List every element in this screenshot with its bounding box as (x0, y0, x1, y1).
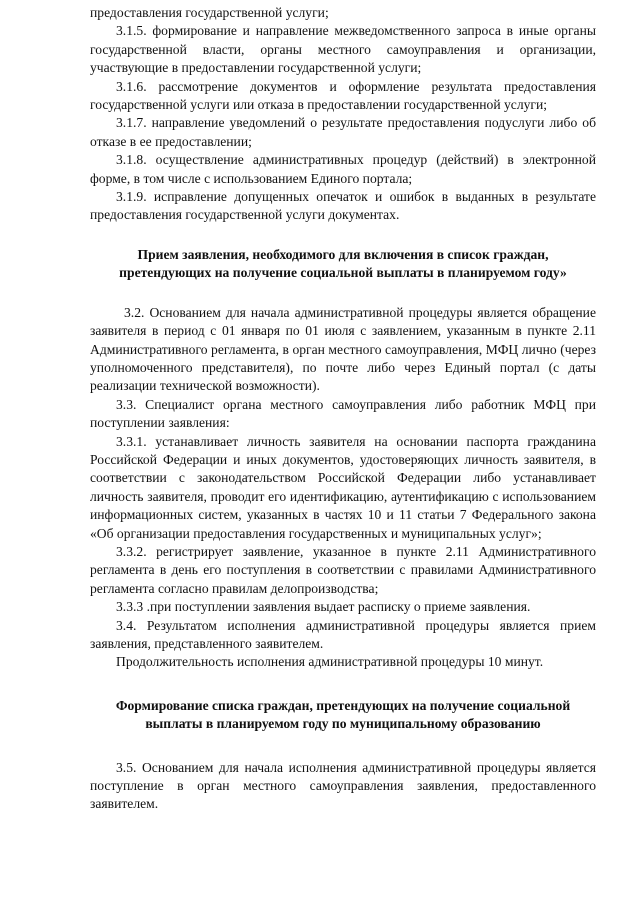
paragraph-3-1-5: 3.1.5. формирование и направление межведомственного запроса в иные органы государственной власти, органы местного самоуправления и организации, участвующие в предоставлении государственной услуги; (90, 23, 596, 76)
paragraph-3-3: 3.3. Специалист органа местного самоуправления либо работник МФЦ при поступлении заявления: (90, 396, 596, 431)
paragraph-3-1-7: 3.1.7. направление уведомлений о результате предоставления подуслуги либо об отказе в ее предоставлении; (90, 115, 596, 149)
paragraph-3-3-3: 3.3.3 .при поступлении заявления выдает расписку о приеме заявления. (116, 599, 531, 615)
paragraph-3-3-1: 3.3.1. устанавливает личность заявителя на основании паспорта гражданина Российской Федерации и иных документов, удостоверяющих личность заявителя, в соответствии с законодательством Российской Федерации либо устанавливает личность заявителя, проводит его идентификацию, аутентификацию с использованием информационных систем, указанных в частях 10 и 11 статьи 7 Федерального закона «Об организации предоставления государственных и муниципальных услуг»; (90, 433, 596, 541)
paragraph-3-1-9: 3.1.9. исправление допущенных опечаток и ошибок в выданных в результате предоставления государственной услуги документах. (90, 189, 596, 223)
paragraph-3-4: 3.4. Результатом исполнения административной процедуры является прием заявления, представленного заявителем. (90, 617, 596, 651)
section-heading-application: Прием заявления, необходимого для включения в список граждан, претендующих на получение социальной выплаты в планируемом году» (119, 246, 567, 281)
paragraph-continuation: предоставления государственной услуги; (90, 5, 329, 20)
paragraph-3-5: 3.5. Основанием для начала исполнения административной процедуры является поступление в орган местного самоуправления заявления, предоставленного заявителем. (90, 759, 596, 812)
document-page (90, 4, 596, 814)
paragraph-3-1-8: 3.1.8. осуществление административных процедур (действий) в электронной форме, в том числе с использованием Единого портала; (90, 152, 596, 186)
paragraph-duration: Продолжительность исполнения административной процедуры 10 минут. (116, 654, 544, 670)
paragraph-3-1-6: 3.1.6. рассмотрение документов и оформление результата предоставления государственной услуги или отказа в предоставлении государственной услуги; (90, 78, 596, 113)
paragraph-3-3-2: 3.3.2. регистрирует заявление, указанное в пункте 2.11 Административного регламента в день его поступления в соответствии с правилами Административного регламента согласно правилам делопроизводства; (90, 543, 596, 596)
section-heading-list-formation: Формирование списка граждан, претендующих на получение социальной выплаты в планируемом году по муниципальному образованию (115, 697, 571, 732)
paragraph-3-2: 3.2. Основанием для начала административной процедуры является обращение заявителя в период с 01 января по 01 июля с заявлением, указанным в пункте 2.11 Административного регламента, в орган местного самоуправления, МФЦ лично (через уполномоченного представителя), по почте либо через Единый портал (с даты реализации технической возможности). (90, 304, 596, 394)
